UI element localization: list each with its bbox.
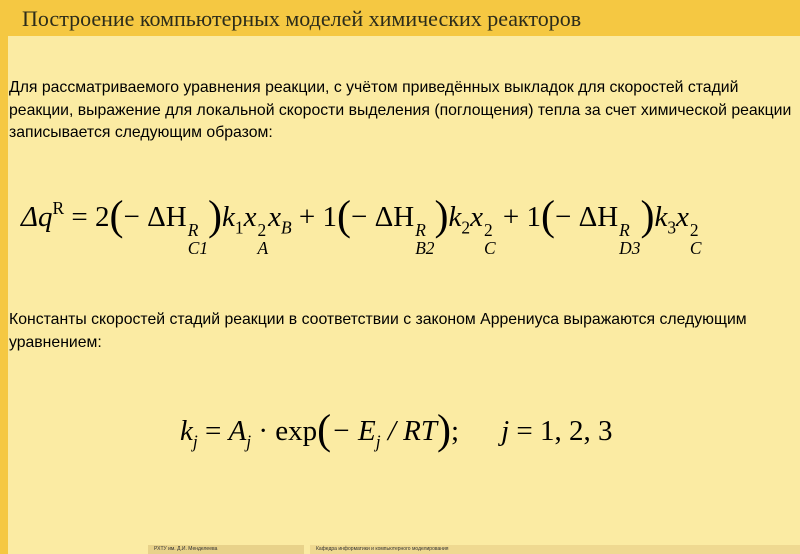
footer-university: РХТУ им. Д.И. Менделеева: [148, 545, 304, 554]
slide-title: Построение компьютерных моделей химических реакторов: [22, 6, 582, 31]
arrhenius-paragraph: Константы скоростей стадий реакции в соответствии с законом Аррениуса выражаются следующим уравнением:: [9, 311, 747, 351]
heat-rate-formula: $\Delta q^R = 2(- \Delta H$ R C1 )$k_1x$ 2 A $x_B + 1(- \Delta H$ R B2 )$k_2x$ 2 C + 1(− ΔH R D3 )$k_3x$ 2 C: [21, 193, 702, 259]
formula1-lhs: Δq: [21, 201, 53, 234]
intro-paragraph: Для рассматриваемого уравнения реакции, с учётом приведённых выкладок для скоростей стадий реакции, выражение для локальной скорости выделения (поглощения) тепла за счет химической реакции записывается следующим образом:: [9, 79, 792, 141]
arrhenius-formula: $k_j = A_j \cdot \exp(- E_j / RT)$; j = 1, 2, 3: [180, 407, 613, 454]
left-accent-bar: [0, 0, 8, 554]
footer-department: Кафедра информатики и компьютерного моделирования: [310, 545, 800, 554]
